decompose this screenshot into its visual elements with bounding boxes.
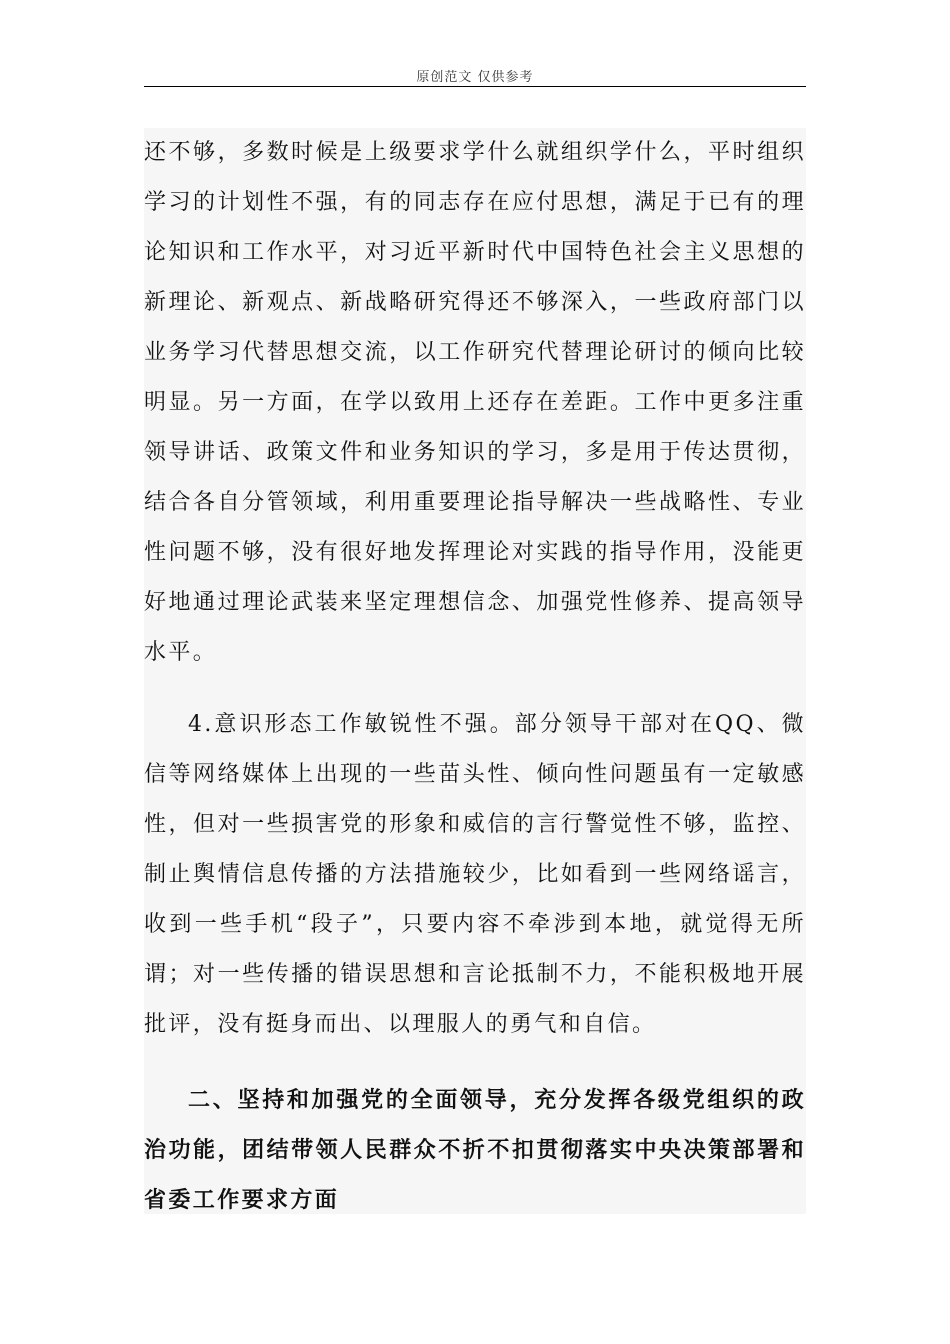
document-body — [144, 128, 806, 1214]
page-header: 原创范文 仅供参考 — [416, 70, 534, 85]
section-heading: 二、坚持和加强党的全面领导，充分发挥各级党组织的政治功能，团结带领人民群众不折不扣贯彻落实中央决策部署和省委工作要求方面 — [144, 1088, 806, 1213]
header-divider — [144, 86, 806, 87]
body-paragraph-1: 还不够，多数时候是上级要求学什么就组织学什么，平时组织学习的计划性不强，有的同志存在应付思想，满足于已有的理论知识和工作水平，对习近平新时代中国特色社会主义思想的新理论、新观点、新战略研究得还不够深入，一些政府部门以业务学习代替思想交流，以工作研究代替理论研讨的倾向比较明显。另一方面，在学以致用上还存在差距。工作中更多注重领导讲话、政策文件和业务知识的学习，多是用于传达贯彻，结合各自分管领域，利用重要理论指导解决一些战略性、专业性问题不够，没有很好地发挥理论对实践的指导作用，没能更好地通过理论武装来坚定理想信念、加强党性修养、提高领导水平。 — [144, 140, 806, 665]
body-paragraph-2: 4.意识形态工作敏锐性不强。部分领导干部对在QQ、微信等网络媒体上出现的一些苗头性、倾向性问题虽有一定敏感性，但对一些损害党的形象和威信的言行警觉性不够，监控、制止舆情信息传播的方法措施较少，比如看到一些网络谣言，收到一些手机“段子”，只要内容不牵涉到本地，就觉得无所谓；对一些传播的错误思想和言论抵制不力，不能积极地开展批评，没有挺身而出、以理服人的勇气和自信。 — [144, 712, 806, 1037]
